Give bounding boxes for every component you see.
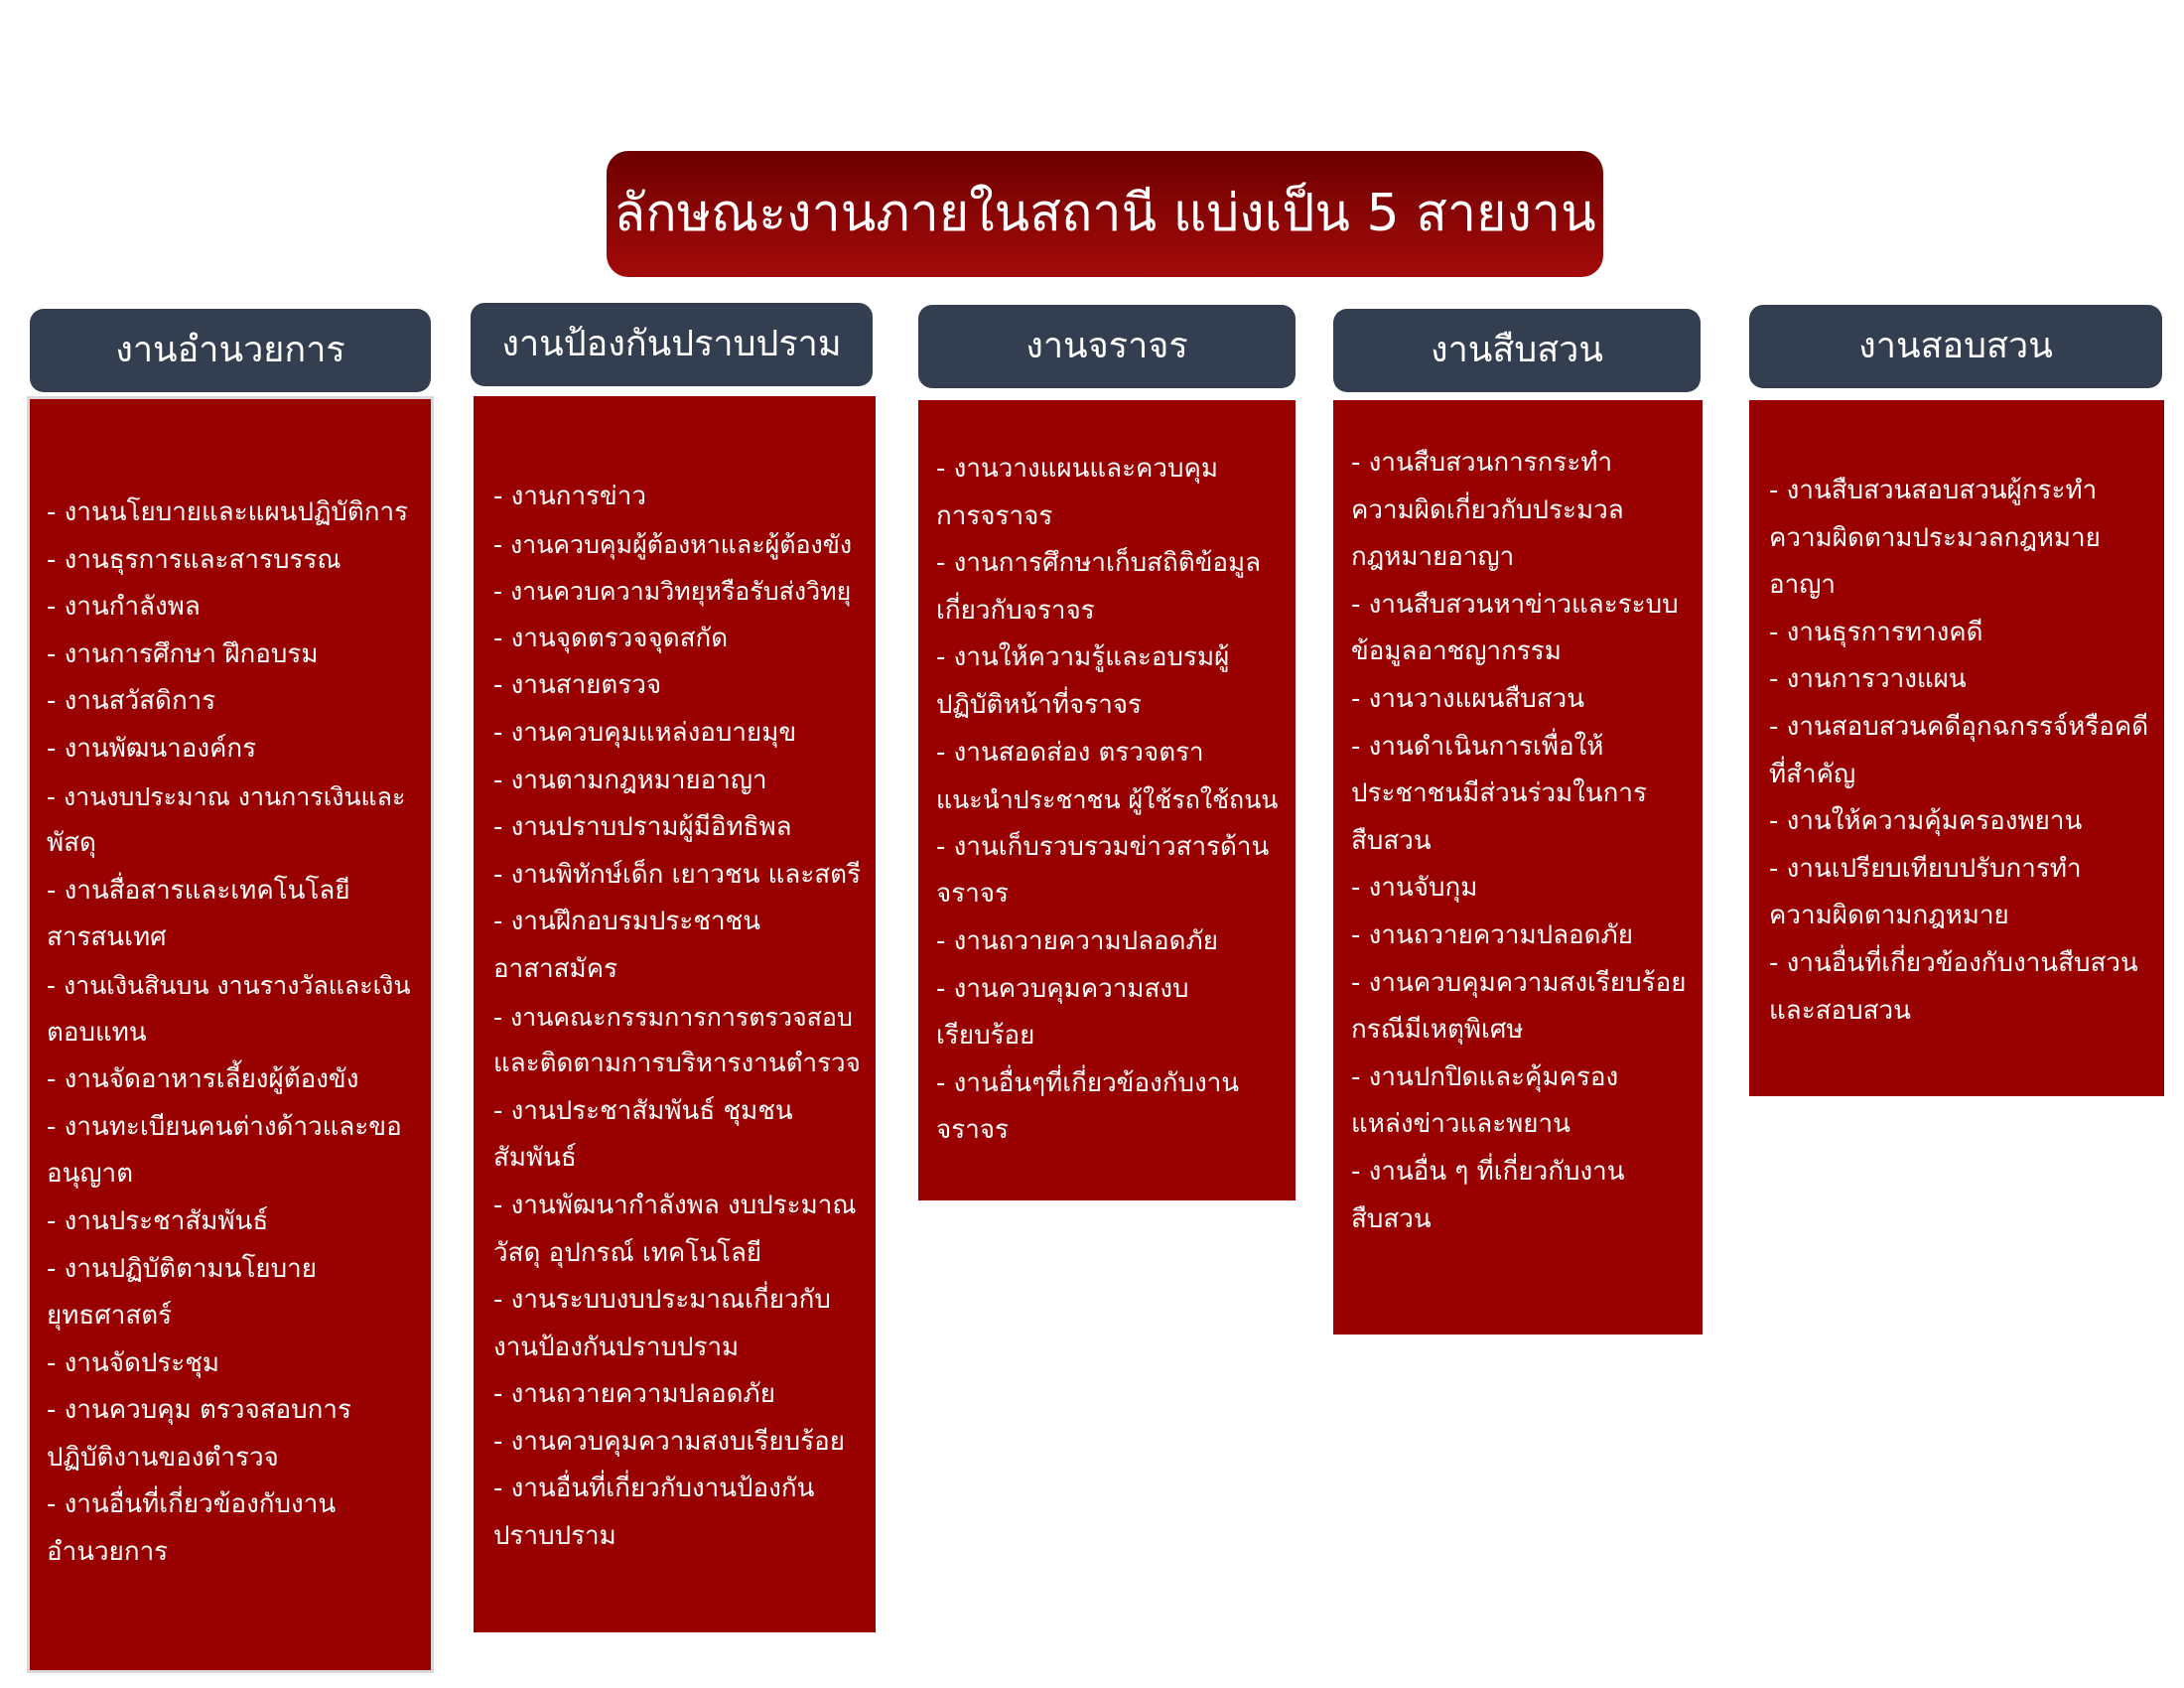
- list-item: - งานประชาสัมพันธ์: [47, 1205, 269, 1236]
- list-item: - งานการศึกษาเก็บสถิติข้อมูล: [936, 548, 1262, 579]
- list-item: กรณีมีเหตุพิเศษ: [1351, 1015, 1524, 1046]
- list-item: สัมพันธ์: [493, 1143, 577, 1174]
- list-item: - งานฝึกอบรมประชาชน: [493, 907, 761, 937]
- list-item: - งานสืบสวนการกระทำ: [1351, 448, 1613, 478]
- list-item: - งานการข่าว: [493, 482, 646, 511]
- column-box-crime-prevention: [474, 396, 876, 1632]
- list-item: - งานสืบสวนหาข่าวและระบบ: [1351, 589, 1679, 620]
- list-item: - งานพัฒนาองค์กร: [47, 733, 257, 764]
- list-item: ความผิดเกี่ยวกับประมวล: [1351, 494, 1624, 525]
- list-item: - งานพัฒนากำลังพล งบประมาณ: [493, 1190, 857, 1220]
- list-item: ที่สำคัญ: [1769, 759, 1856, 789]
- list-item: สืบสวน: [1351, 1203, 1432, 1234]
- list-item: - งานจุดตรวจจุดสกัด: [493, 623, 729, 653]
- column-header-administration: งานอำนวยการ: [30, 309, 431, 392]
- column-header-traffic: งานจราจร: [918, 305, 1296, 388]
- list-item: - งานดำเนินการเพื่อให้: [1351, 731, 1604, 762]
- list-item: - งานอื่น ๆ ที่เกี่ยวกับงาน: [1351, 1156, 1625, 1187]
- column-box-traffic: [918, 400, 1296, 1200]
- list-item: ปราบปราม: [493, 1521, 616, 1552]
- list-item: - งานควบความวิทยุหรือรับส่งวิทยุ: [493, 577, 852, 607]
- list-item: - งานสืบสวนสอบสวนผู้กระทำ: [1769, 476, 2098, 505]
- list-item: - งานวางแผนและควบคุม: [936, 454, 1219, 484]
- list-item: - งานคณะกรรมการการตรวจสอบ: [493, 1002, 853, 1032]
- column-header-investigation: งานสืบสวน: [1333, 309, 1701, 392]
- list-item: - งานควบคุมผู้ต้องหาและผู้ต้องขัง: [493, 529, 853, 559]
- list-item: - งานให้ความรู้และอบรมผู้: [936, 642, 1230, 673]
- list-item: - งานควบคุมความสงบ: [936, 973, 1189, 1004]
- list-item: - งานอื่นที่เกี่ยวกับงานป้องกัน: [493, 1474, 815, 1504]
- list-item: - งานถวายความปลอดภัย: [936, 925, 1218, 956]
- list-item: - งานจัดอาหารเลี้ยงผู้ต้องขัง: [47, 1064, 359, 1095]
- list-item: - งานจัดประชุม: [47, 1347, 220, 1378]
- list-item: ข้อมูลอาชญากรรม: [1351, 636, 1562, 667]
- list-item: - งานสายตรวจ: [493, 670, 662, 701]
- list-item: - งานธุรการทางคดี: [1769, 617, 1983, 647]
- list-item: ยุทธศาสตร์: [47, 1301, 173, 1332]
- list-item: - งานควบคุมแหล่งอบายมุข: [493, 717, 797, 748]
- list-item: - งานสอบสวนคดีอุกฉกรรจ์หรือคดี: [1769, 711, 2149, 742]
- list-item: - งานเก็บรวบรวมข่าวสารด้าน: [936, 831, 1270, 862]
- column-box-administration: [27, 396, 434, 1673]
- list-item: - งานอื่นๆที่เกี่ยวข้องกับงาน: [936, 1067, 1240, 1098]
- list-item: - งานการศึกษา ฝึกอบรม: [47, 638, 319, 669]
- list-item: - งานการวางแผน: [1769, 664, 1967, 695]
- list-item: - งานควบคุม ตรวจสอบการ: [47, 1395, 351, 1426]
- list-item: แหล่งข่าวและพยาน: [1351, 1109, 1570, 1140]
- list-item: - งานอื่นที่เกี่ยวข้องกับงานสืบสวน: [1769, 947, 2138, 978]
- list-item: และติดตามการบริหารงานตำรวจ: [493, 1049, 861, 1079]
- list-item: อนุญาต: [47, 1159, 134, 1190]
- column-box-investigation: [1333, 400, 1703, 1335]
- list-item: ปฏิบัติหน้าที่จราจร: [936, 689, 1142, 720]
- list-item: - งานสวัสดิการ: [47, 686, 216, 717]
- list-item: - งานจับกุม: [1351, 873, 1478, 904]
- list-item: - งานเงินสินบน งานรางวัลและเงิน: [47, 970, 411, 1000]
- list-item: งานป้องกันปราบปราม: [493, 1332, 740, 1362]
- list-item: - งานประชาสัมพันธ์ ชุมชน: [493, 1095, 793, 1126]
- list-item: - งานพิทักษ์เด็ก เยาวชน และสตรี: [493, 859, 862, 890]
- list-item: พัสดุ: [47, 828, 96, 859]
- list-item: เรียบร้อย: [936, 1021, 1035, 1052]
- list-item: แนะนำประชาชน ผู้ใช้รถใช้ถนน: [936, 785, 1279, 815]
- list-item: ความผิดตามประมวลกฎหมาย: [1769, 522, 2101, 553]
- list-item: - งานปฏิบัติตามนโยบาย: [47, 1253, 317, 1284]
- list-item: - งานควบคุมความสงเรียบร้อย: [1351, 967, 1687, 998]
- list-item: - งานปราบปรามผู้มีอิทธิพล: [493, 812, 792, 843]
- list-item: - งานสื่อสารและเทคโนโลยี: [47, 875, 350, 906]
- column-header-inquiry: งานสอบสวน: [1749, 305, 2162, 388]
- list-item: ตอบแทน: [47, 1017, 147, 1048]
- list-item: ปฏิบัติงานของตำรวจ: [47, 1442, 279, 1473]
- main-title: ลักษณะงานภายในสถานี แบ่งเป็น 5 สายงาน: [607, 151, 1603, 277]
- list-item: และสอบสวน: [1769, 995, 1911, 1026]
- list-item: - งานธุรการและสารบรรณ: [47, 544, 341, 575]
- list-item: - งานควบคุมความสงบเรียบร้อย: [493, 1426, 845, 1457]
- list-item: - งานปกปิดและคุ้มครอง: [1351, 1061, 1619, 1092]
- list-item: - งานอื่นที่เกี่ยวข้องกับงาน: [47, 1489, 337, 1520]
- list-item: - งานสอดส่อง ตรวจตรา: [936, 737, 1204, 768]
- list-item: จราจร: [936, 1115, 1009, 1146]
- list-item: - งานนโยบายและแผนปฏิบัติการ: [47, 497, 409, 527]
- list-item: สารสนเทศ: [47, 922, 167, 953]
- list-item: - งานงบประมาณ งานการเงินและ: [47, 781, 406, 811]
- list-item: - งานวางแผนสืบสวน: [1351, 683, 1584, 714]
- list-item: จราจร: [936, 879, 1009, 910]
- list-item: ความผิดตามกฎหมาย: [1769, 901, 2009, 931]
- list-item: กฎหมายอาญา: [1351, 542, 1515, 573]
- list-item: สืบสวน: [1351, 825, 1432, 856]
- list-item: - งานให้ความคุ้มครองพยาน: [1769, 806, 2083, 837]
- list-item: การจราจร: [936, 500, 1053, 531]
- list-item: - งานกำลังพล: [47, 592, 201, 623]
- list-item: อำนวยการ: [47, 1537, 169, 1568]
- list-item: ประชาชนมีส่วนร่วมในการ: [1351, 778, 1647, 809]
- list-item: อาสาสมัคร: [493, 953, 618, 984]
- list-item: - งานระบบงบประมาณเกี่ยวกับ: [493, 1285, 831, 1316]
- list-item: อาญา: [1769, 570, 1836, 601]
- column-box-inquiry: [1749, 400, 2164, 1096]
- list-item: - งานตามกฎหมายอาญา: [493, 765, 767, 795]
- column-header-crime-prevention: งานป้องกันปราบปราม: [471, 303, 873, 386]
- list-item: - งานเปรียบเทียบปรับการทำ: [1769, 853, 2082, 884]
- list-item: วัสดุ อุปกรณ์ เทคโนโลยี: [493, 1237, 762, 1268]
- list-item: - งานทะเบียนคนต่างด้าวและขอ: [47, 1111, 402, 1142]
- list-item: - งานถวายความปลอดภัย: [493, 1379, 775, 1410]
- list-item: เกี่ยวกับจราจร: [936, 595, 1095, 626]
- list-item: - งานถวายความปลอดภัย: [1351, 919, 1633, 950]
